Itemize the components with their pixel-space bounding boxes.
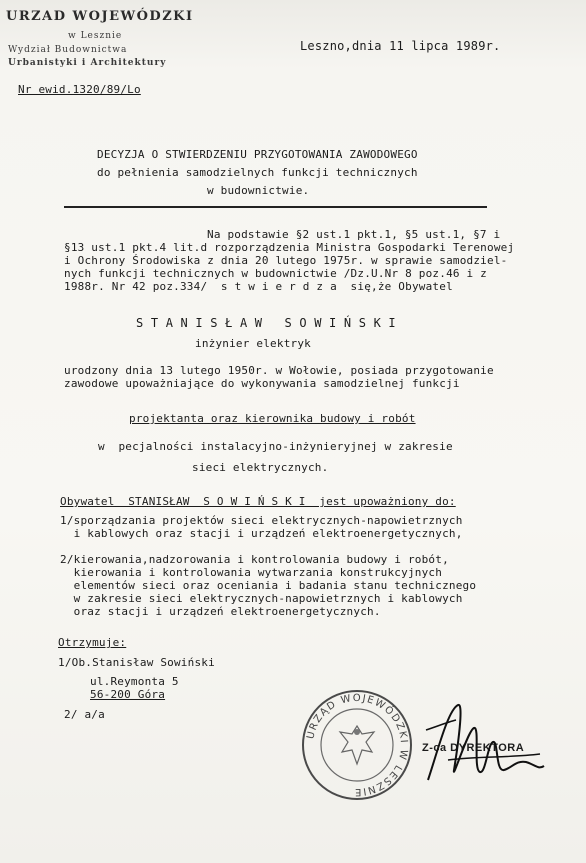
basis-line-2: §13 ust.1 pkt.4 lit.d rozporządzenia Ministra Gospodarki Terenowej xyxy=(64,241,515,254)
basis-line-3: i Ochrony Środowiska z dnia 20 lutego 1975r. w sprawie samodziel- xyxy=(64,254,508,267)
person-profession: inżynier elektryk xyxy=(195,337,311,350)
reference-number: Nr ewid.1320/89/Lo xyxy=(18,83,141,96)
recipient-1: 1/Ob.Stanisław Sowiński xyxy=(58,656,215,669)
office-stamp-line2: w Lesznie xyxy=(68,31,123,41)
basis-line-5: 1988r. Nr 42 poz.334/ s t w i e r d z a się,że Obywatel xyxy=(64,280,453,293)
specialty-line-1: w pecjalności instalacyjno-inżynieryjnej w zakresie xyxy=(98,440,453,453)
official-seal-icon xyxy=(300,688,414,802)
office-stamp-line4: Urbanistyki i Architektury xyxy=(8,58,167,68)
authorization-heading: Obywatel STANISŁAW S O W I Ń S K I jest upoważniony do: xyxy=(60,495,456,508)
recipient-1-street: ul.Reymonta 5 xyxy=(90,675,179,688)
authorization-item2-line2: kierowania i kontrolowania wytwarzania konstrukcyjnych xyxy=(60,566,443,579)
signature-title: Z-ca DYREKTORA xyxy=(422,742,525,754)
recipients-heading: Otrzymuje: xyxy=(58,636,127,649)
birth-line-2: zawodowe upoważniające do wykonywania samodzielnej funkcji xyxy=(64,377,460,390)
birth-line-1: urodzony dnia 13 lutego 1950r. w Wołowie, posiada przygotowanie xyxy=(64,364,494,377)
basis-line-1: Na podstawie §2 ust.1 pkt.1, §5 ust.1, §7 i xyxy=(207,228,501,241)
authorization-item1-line1: 1/sporządzania projektów sieci elektrycznych-napowietrznych xyxy=(60,514,463,527)
decision-subtitle-1: do pełnienia samodzielnych funkcji technicznych xyxy=(97,166,418,179)
title-divider xyxy=(64,206,487,208)
authorization-item2-line4: w zakresie sieci elektrycznych-napowietrznych i kablowych xyxy=(60,592,463,605)
basis-line-4: nych funkcji technicznych w budownictwie /Dz.U.Nr 8 poz.46 i z xyxy=(64,267,487,280)
office-stamp-line1: URZAD WOJEWÓDZKI xyxy=(6,9,194,24)
seal-text: URZĄD WOJEWÓDZKI W LESZNIE xyxy=(305,692,410,798)
office-stamp-line3: Wydział Budownictwa xyxy=(8,45,128,55)
authorization-item1-line2: i kablowych oraz stacji i urządzeń elektroenergetycznych, xyxy=(60,527,463,540)
specialty-line-2: sieci elektrycznych. xyxy=(192,461,329,474)
authorization-item2-line3: elementów sieci oraz oceniania i badania stanu technicznego xyxy=(60,579,477,592)
recipient-2: 2/ a/a xyxy=(64,708,105,721)
signature-icon xyxy=(418,690,548,790)
person-name: S T A N I S Ł A W S O W I Ń S K I xyxy=(136,316,396,330)
function-title: projektanta oraz kierownika budowy i robót xyxy=(129,412,416,425)
authorization-item2-line1: 2/kierowania,nadzorowania i kontrolowania budowy i robót, xyxy=(60,553,449,566)
recipient-1-city: 56-200 Góra xyxy=(90,688,166,701)
place-date: Leszno,dnia 11 lipca 1989r. xyxy=(300,39,501,53)
decision-title: DECYZJA O STWIERDZENIU PRZYGOTOWANIA ZAWODOWEGO xyxy=(97,148,418,161)
decision-subtitle-2: w budownictwie. xyxy=(207,184,310,197)
authorization-item2-line5: oraz stacji i urządzeń elektroenergetycznych. xyxy=(60,605,381,618)
